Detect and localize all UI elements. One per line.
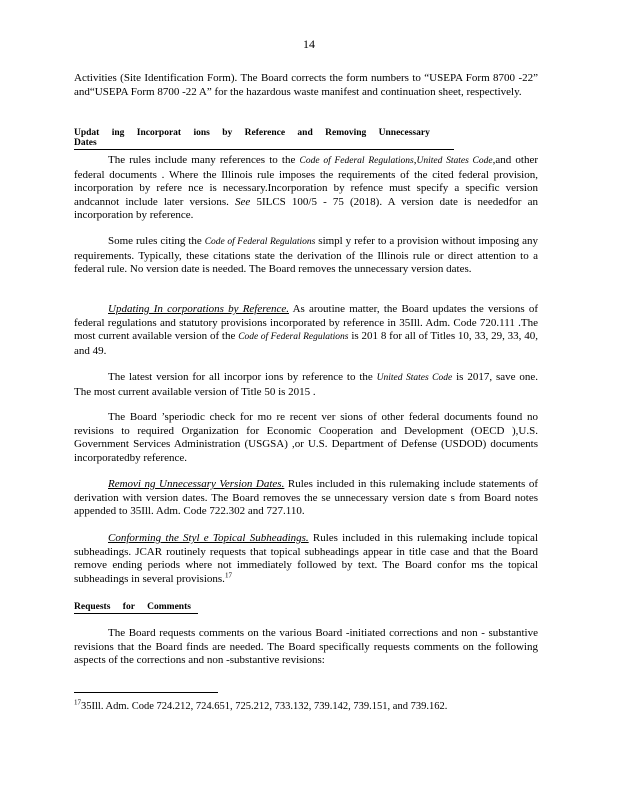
text-run: ,and other federal documents . Where the Illinois rule imposes the requirements of the cited federal provision, incorporation by refere nce is necessary.Incorporation by refence must specify a specific version andcannot include later versions. [74, 154, 539, 208]
paragraph-removing-dates [74, 478, 538, 519]
paragraph-requests: The Board requests comments on the various Board -initiated corrections and non - substantive revisions that the Board finds are needed. The Board specifically requests comments on the following aspects of the corrections and non -substantive revisions: [74, 627, 538, 666]
paragraph-citing-rules [74, 235, 538, 277]
paragraph-periodic-check: The Board ’speriodic check for mo re recent ver sions of other federal documents found no revisions to required Organization for Economic Cooperation and Development (OECD ),U.S. Government Services Administration (USGSA) ,or U.S. Department of Defense (USDOD) documents incorporatedby reference. [74, 411, 538, 464]
paragraph-continuation: Activities (Site Identification Form). The Board corrects the form numbers to “USEPA Form 8700 -22” and“USEPA Form 8700 -22 A” for the hazardous waste manifest and continuation sheet, respectively. [74, 72, 538, 98]
text-run: Rules included in this rulemaking include statements of derivation with version dates. The Board removes the se unnecessary version date s from Board notes appended to 35Ill. Adm. Code 722.302 and 727.110. [74, 478, 538, 517]
section-heading-requests-for-comments: Requests for Comments [74, 602, 198, 614]
paragraph-topical-subheadings [74, 532, 538, 586]
paragraph-latest-version [74, 371, 538, 399]
citation: Code of Federal Regulations [299, 156, 414, 166]
page-number: 14 [303, 37, 315, 51]
text-run: The rules include many references to the [108, 154, 300, 166]
footnote-reference: 17 [224, 570, 232, 579]
citation: Code of Federal Regulations [238, 332, 349, 342]
section-heading-updating-incorporations: Updat ing Incorporat ions by Reference and Removing Unnecessary Dates [74, 128, 454, 150]
citation: United States Code [376, 373, 453, 383]
inline-heading: Removi ng Unnecessary Version Dates. [108, 478, 285, 490]
inline-heading: Updating In corporations by Reference. [108, 303, 290, 315]
text-run: 5ILCS 100/5 - 75 (2018). A version date is neededfor an incorporation by reference. [74, 195, 538, 221]
text-run: simpl y refer to a provision without imposing any requirements. Typically, these citations state the derivation of the Illinois rule or direct attention to a federal rule. No version date is needed. The Board removes the unnecessary version dates. [74, 235, 538, 275]
paragraph-updating-incorporations [74, 303, 538, 358]
footnote-text: 35Ill. Adm. Code 724.212, 724.651, 725.212, 733.132, 739.142, 739.151, and 739.162. [81, 701, 448, 712]
citation: Code of Federal Regulations [204, 237, 316, 247]
citation-signal: See [235, 195, 251, 208]
text-run: Rules included in this rulemaking include topical subheadings. JCAR routinely requests that topical subheadings appear in title case and that the Board remove ending periods where not immediately followed by text. The Board confor ms the topical subheadings in several provisions. [74, 532, 539, 585]
footnote-mark: 17 [74, 698, 81, 707]
footnote [74, 698, 538, 712]
text-run: Some rules citing the [108, 235, 205, 247]
text-run: is 201 8 for all of Titles 10, 33, 29, 33, 40, and 49. [74, 330, 539, 357]
text-run: As aroutine matter, the Board updates the versions of federal regulations and statutory provisions incorporated by reference in 35Ill. Adm. Code 720.111 .The most current available version of the [74, 303, 538, 342]
citation: United States Code [416, 156, 493, 166]
text-run: , [413, 154, 417, 166]
inline-heading: Conforming the Styl e Topical Subheadings. [108, 532, 309, 544]
text-run: is 2017, save one. The most current available version of Title 50 is 2015 . [74, 371, 539, 398]
footnote-separator [74, 692, 218, 693]
text-run: The latest version for all incorpor ions by reference to the [108, 371, 377, 383]
paragraph-references [74, 154, 538, 223]
